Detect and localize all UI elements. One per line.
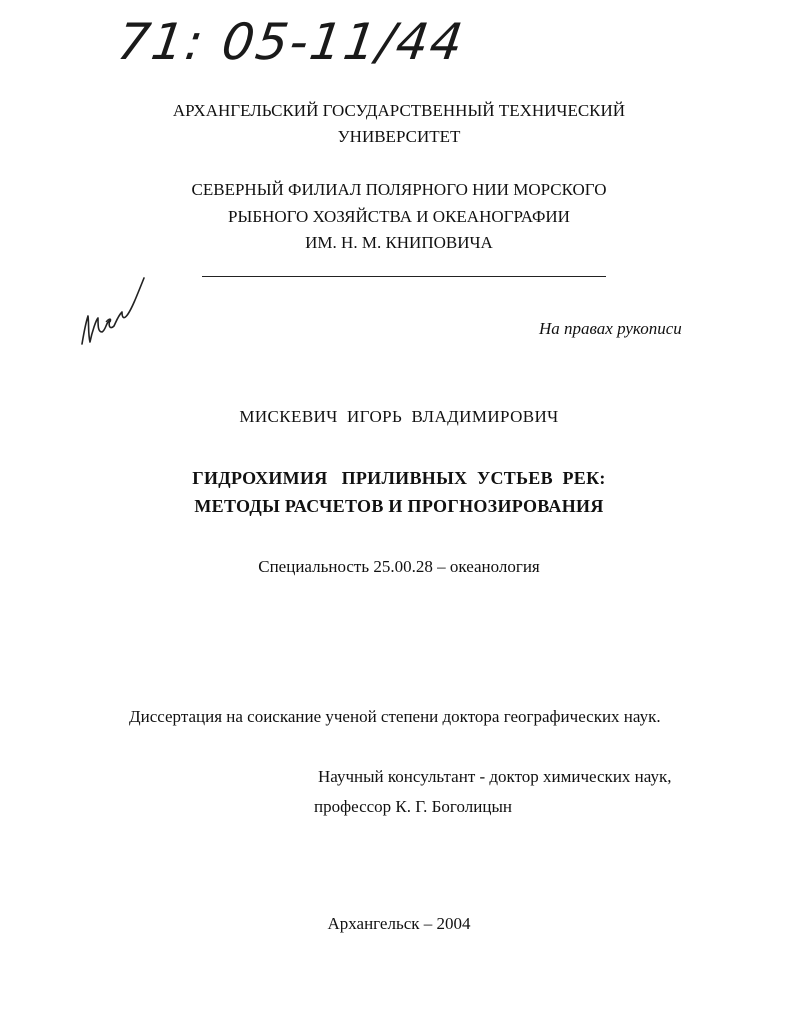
thesis-title-line-1 xyxy=(0,468,798,488)
branch-line-1: СЕВЕРНЫЙ ФИЛИАЛ ПОЛЯРНОГО НИИ МОРСКОГО xyxy=(191,180,607,199)
branch-line-3: ИМ. Н. М. КНИПОВИЧА xyxy=(305,233,493,252)
consultant-line-2: профессор К. Г. Боголицын xyxy=(314,797,512,816)
university-line-2: УНИВЕРСИТЕТ xyxy=(337,127,461,146)
manuscript-note: На правах рукописи xyxy=(539,319,682,338)
thesis-title-line-2: МЕТОДЫ РАСЧЕТОВ И ПРОГНОЗИРОВАНИЯ xyxy=(194,496,604,516)
consultant-line-1: Научный консультант - доктор химических наук, xyxy=(318,767,672,786)
handwritten-archive-code: 71: 05-11/44 xyxy=(113,13,469,71)
header-divider xyxy=(202,276,606,277)
university-line-1: АРХАНГЕЛЬСКИЙ ГОСУДАРСТВЕННЫЙ ТЕХНИЧЕСКИЙ xyxy=(172,101,626,120)
city-year: Архангельск – 2004 xyxy=(327,914,471,933)
thesis-title-part-2: ПРИЛИВНЫХ УСТЬЕВ РЕК: xyxy=(341,468,606,488)
specialty: Специальность 25.00.28 – океанология xyxy=(258,557,540,576)
branch-line-2: РЫБНОГО ХОЗЯЙСТВА И ОКЕАНОГРАФИИ xyxy=(228,207,570,226)
dissertation-statement: Диссертация на соискание ученой степени доктора географических наук. xyxy=(129,707,661,726)
signature-icon xyxy=(76,272,148,350)
thesis-title-part-1: ГИДРОХИМИЯ xyxy=(192,468,328,488)
author-name: МИСКЕВИЧ ИГОРЬ ВЛАДИМИРОВИЧ xyxy=(239,407,559,426)
